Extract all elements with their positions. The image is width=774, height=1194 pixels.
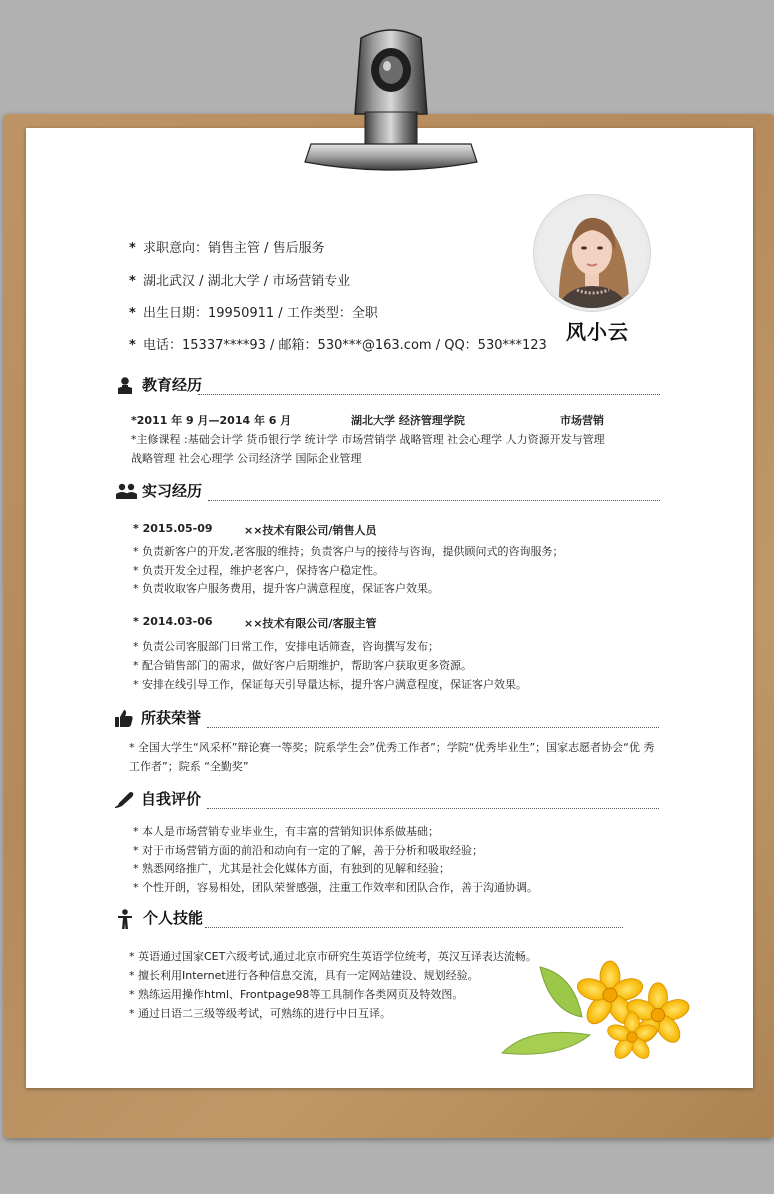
binder-clip-icon [303, 28, 479, 178]
job-duty: * 负责收取客户服务费用，提升客户满意程度，保证客户效果。 [133, 582, 439, 595]
info-line-location-school: * 湖北武汉 / 湖北大学 / 市场营销专业 [129, 274, 351, 289]
info-line-contact: * 电话：15337****93 / 邮箱：530***@163.com / QQ：530***123 [129, 338, 547, 353]
self-eval-line: * 个性开朗，容易相处，团队荣誉感强，注重工作效率和团队合作，善于沟通协调。 [133, 881, 538, 894]
section-divider [207, 808, 659, 809]
section-divider [198, 394, 660, 395]
job-duty: * 配合销售部门的需求，做好客户后期维护，帮助客户获取更多资源。 [133, 659, 472, 672]
people-icon [116, 482, 138, 500]
section-divider [208, 500, 660, 501]
student-icon [116, 376, 134, 394]
job-date: * 2015.05-09 [133, 522, 213, 535]
section-title: 实习经历 [142, 482, 203, 500]
job-company: ××技术有限公司/销售人员 [244, 524, 377, 537]
section-internship-header [116, 480, 661, 504]
job-duty: * 负责开发全过程，维护老客户，保持客户稳定性。 [133, 564, 384, 577]
job-duty: * 负责公司客服部门日常工作，安排电话筛查，咨询撰写发布； [133, 640, 439, 653]
candidate-name: 风小云 [566, 320, 629, 344]
flower-decoration-icon [500, 955, 700, 1060]
section-title: 自我评价 [141, 790, 202, 808]
job-duty: * 负责新客户的开发,老客服的维持；负责客户与的接待与咨询，提供顾问式的咨询服务； [133, 545, 564, 558]
skill-line: * 擅长利用Internet进行各种信息交流，具有一定网站建设、规划经验。 [129, 969, 479, 982]
section-divider [205, 927, 623, 928]
section-divider [207, 727, 659, 728]
self-eval-line: * 熟悉网络推广，尤其是社会化媒体方面，有独到的见解和经验； [133, 862, 450, 875]
thumbs-up-icon [115, 709, 133, 727]
education-school: 湖北大学 经济管理学院 [351, 414, 465, 427]
section-title: 个人技能 [143, 909, 204, 927]
section-self-eval-header [115, 788, 660, 812]
portrait-icon [537, 198, 647, 308]
education-courses: *主修课程 :基础会计学 货币银行学 统计学 市场营销学 战略管理 社会心理学 人力资源开发与管理 [131, 433, 605, 446]
skill-line: * 英语通过国家CET六级考试,通过北京市研究生英语学位统考，英汉互译表达流畅。 [129, 950, 537, 963]
info-line-birthdate: * 出生日期：19950911 / 工作类型：全职 [129, 306, 378, 321]
education-courses: 战略管理 社会心理学 公司经济学 国际企业管理 [131, 452, 362, 465]
honors-line: * 全国大学生“风采杯”辩论赛一等奖；院系学生会”优秀工作者”；学院“优秀毕业生”；国家志愿者协会“优 秀 [129, 741, 655, 754]
honors-line: 工作者”；院系 “全勤奖” [129, 760, 249, 773]
person-icon [117, 909, 133, 929]
self-eval-line: * 对于市场营销方面的前沿和动向有一定的了解，善于分析和吸取经验； [133, 844, 483, 857]
info-line-job-intention: * 求职意向：销售主管 / 售后服务 [129, 241, 325, 256]
section-skills-header [117, 907, 625, 931]
section-title: 所获荣誉 [141, 709, 202, 727]
skill-line: * 通过日语二三级等级考试，可熟练的进行中日互译。 [129, 1007, 391, 1020]
avatar [537, 198, 647, 308]
section-honors-header [115, 707, 660, 731]
job-duty: * 安排在线引导工作，保证每天引导量达标，提升客户满意程度，保证客户效果。 [133, 678, 527, 691]
pen-icon [115, 790, 135, 808]
skill-line: * 熟练运用操作html、Frontpage98等工具制作各类网页及特效图。 [129, 988, 464, 1001]
job-company: ××技术有限公司/客服主管 [244, 617, 377, 630]
job-date: * 2014.03-06 [133, 615, 213, 628]
education-major: 市场营销 [560, 414, 604, 427]
self-eval-line: * 本人是市场营销专业毕业生，有丰富的营销知识体系做基础； [133, 825, 439, 838]
section-title: 教育经历 [142, 376, 203, 394]
section-education-header [116, 374, 661, 398]
education-period: *2011 年 9 月—2014 年 6 月 [131, 414, 292, 427]
